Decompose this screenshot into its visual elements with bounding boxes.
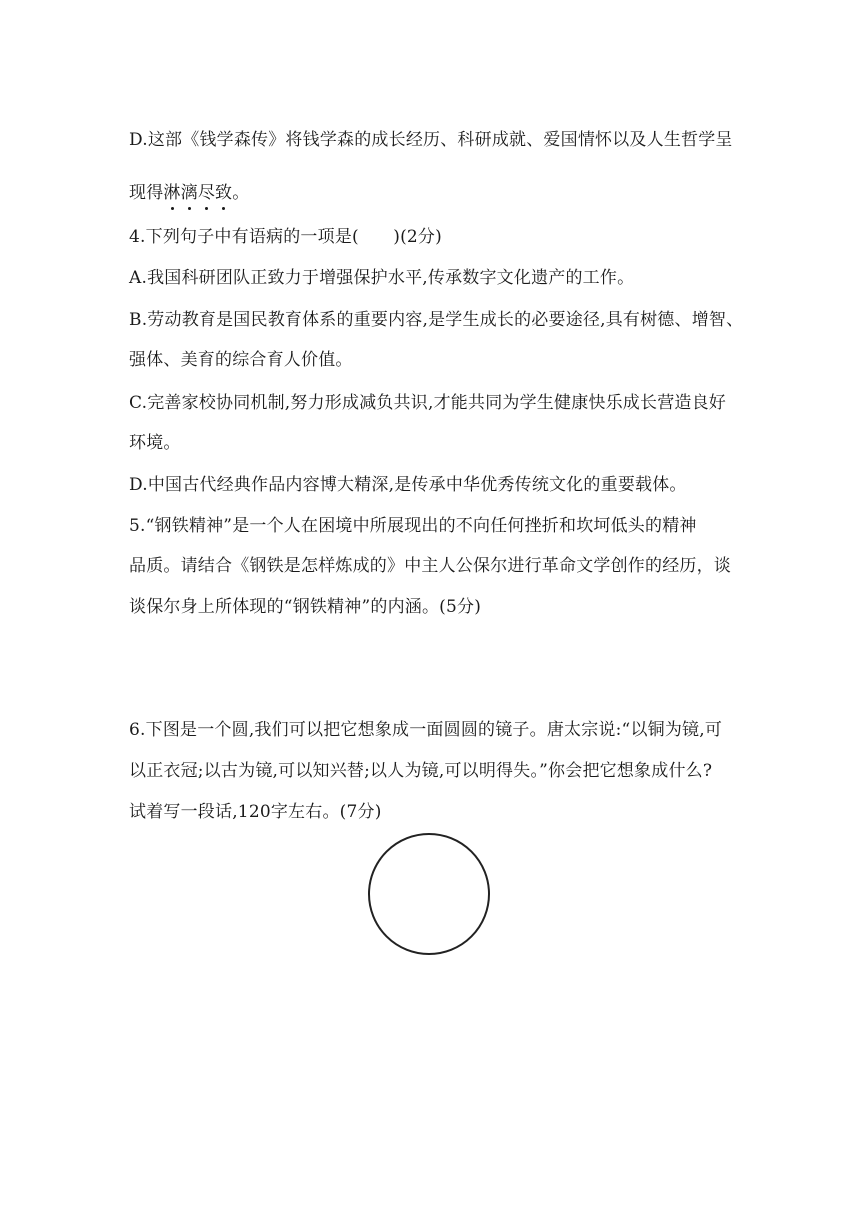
q4-option-b-line1: B.劳动教育是国民教育体系的重要内容,是学生成长的必要途径,具有树德、增智、 — [129, 310, 744, 330]
q5-line1: 5.“钢铁精神”是一个人在困境中所展现出的不向任何挫折和坎坷低头的精神 — [129, 516, 697, 536]
q6-line1: 6.下图是一个圆,我们可以把它想象成一面圆圆的镜子。唐太宗说:“以铜为镜,可 — [129, 720, 723, 740]
q6-line2: 以正衣冠;以古为镜,可以知兴替;以人为镜,可以明得失。”你会把它想象成什么? — [129, 761, 713, 781]
emphasis-char: 漓 — [180, 183, 198, 203]
emphasis-char: 淋 — [163, 183, 181, 203]
q5-line2: 品质。请结合《钢铁是怎样炼成的》中主人公保尔进行革命文学创作的经历，谈 — [129, 556, 731, 576]
q3-option-d-line2 — [129, 181, 740, 205]
q3-option-d-line1: D.这部《钱学森传》将钱学森的成长经历、科研成就、爱国情怀以及人生哲学呈 — [129, 130, 733, 150]
q6-line3: 试着写一段话,120字左右。(7分) — [129, 802, 382, 822]
circle-figure — [368, 833, 490, 955]
q5-line3: 谈保尔身上所体现的“钢铁精神”的内涵。(5分) — [129, 597, 482, 617]
q4-option-b-line2: 强体、美育的综合育人价值。 — [129, 350, 353, 370]
q3-d-text-pre: 现得 — [129, 183, 164, 203]
emphasis-char: 致 — [215, 183, 233, 203]
q4-option-c-line2: 环境。 — [129, 433, 181, 453]
q3-d-text-post: 。 — [232, 183, 250, 203]
q4-option-a: A.我国科研团队正致力于增强保护水平,传承数字文化遗产的工作。 — [129, 268, 635, 288]
emphasis-char: 尽 — [197, 183, 216, 203]
q4-option-c-line1: C.完善家校协同机制,努力形成减负共识,才能共同为学生健康快乐成长营造良好 — [129, 393, 727, 413]
q4-stem: 4.下列句子中有语病的一项是( )(2分) — [129, 227, 442, 247]
q4-option-d: D.中国古代经典作品内容博大精深,是传承中华优秀传统文化的重要载体。 — [129, 475, 687, 495]
